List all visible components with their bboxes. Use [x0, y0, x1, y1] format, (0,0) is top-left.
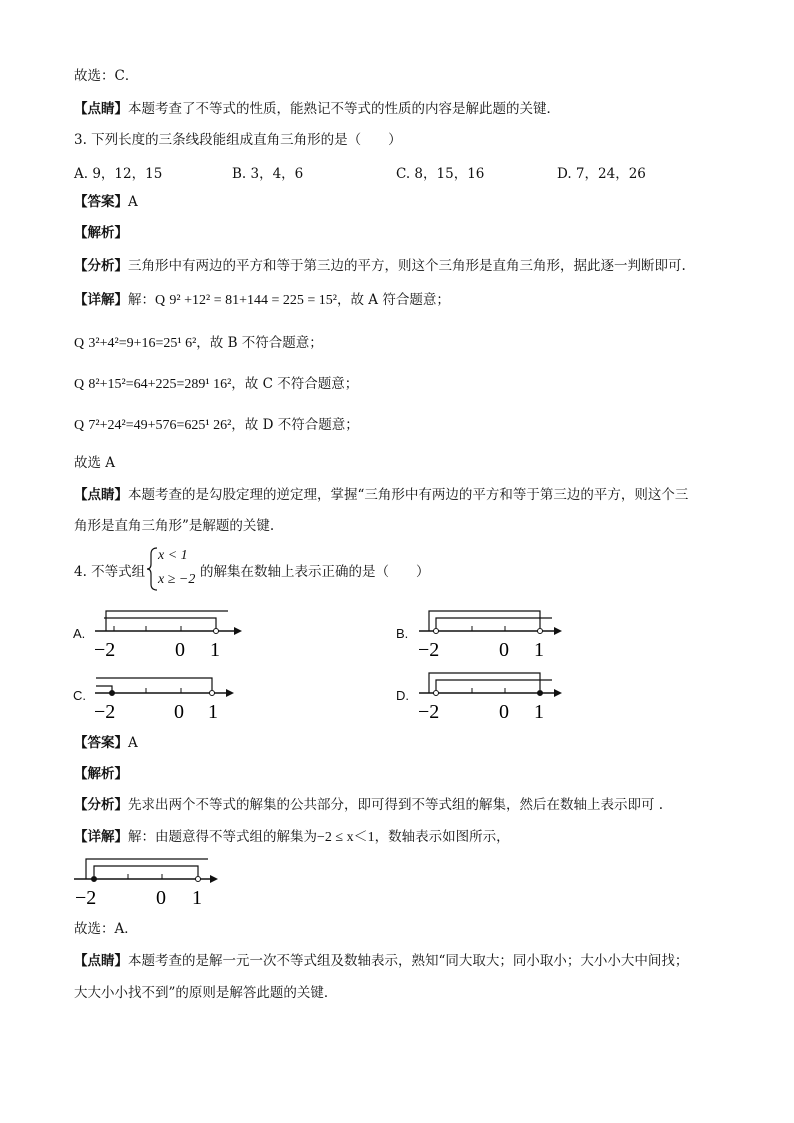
- tick-label-0: 0: [156, 887, 166, 908]
- xiangjie-tag: 【详解】: [74, 292, 128, 308]
- q3-option-d: D. 7，24，26: [557, 166, 646, 182]
- tick-label-0: 0: [174, 701, 184, 722]
- xiangjie-pre: 解：: [128, 292, 155, 308]
- q3-stem: 3. 下列长度的三条线段能组成直角三角形的是（ ）: [74, 132, 402, 148]
- xiangjie-tag: 【详解】: [74, 829, 128, 845]
- xiangjie-post: ，数轴表示如图所示，: [374, 829, 510, 845]
- fenxi-tag: 【分析】: [74, 797, 128, 813]
- q3-fenxi: [74, 257, 686, 275]
- system-eq-1: x < 1: [158, 548, 188, 563]
- math-expression: −2 ≤ x＜1: [317, 830, 375, 845]
- tick-label-1: 1: [210, 639, 220, 660]
- tick-label-neg2: −2: [418, 701, 440, 722]
- q3-answer: [74, 193, 138, 211]
- tick-label-0: 0: [175, 639, 185, 660]
- xiangjie-post: ，故 A 符合题意；: [337, 292, 450, 308]
- number-line-d: [412, 666, 572, 722]
- answer-value: A: [128, 735, 138, 751]
- q4-option-c-letter: C.: [73, 688, 86, 703]
- system-eq-2: x ≥ −2: [158, 572, 196, 587]
- dianjing-tag: 【点睛】: [74, 101, 128, 117]
- dianjing-text: 本题考查的是解一元一次不等式组及数轴表示，熟知“同大取大；同小取小；大小小大中间找；: [128, 953, 689, 969]
- q4-stem-post: 的解集在数轴上表示正确的是（ ）: [200, 564, 430, 580]
- q4-fenxi: [74, 796, 663, 814]
- dianjing-tag: 【点睛】: [74, 487, 128, 503]
- q3-conclusion: 故选 A: [74, 455, 116, 471]
- number-line-a: [88, 604, 248, 660]
- tick-label-1: 1: [192, 887, 202, 908]
- q3-option-c: C. 8，15，16: [396, 166, 485, 182]
- tick-label-neg2: −2: [94, 701, 116, 722]
- because-symbol: Q: [74, 336, 85, 351]
- because-symbol: Q: [74, 418, 85, 433]
- number-line-c: [88, 666, 248, 722]
- q4-jiexi: [74, 765, 128, 783]
- xiangjie-post: ，故 D 不符合题意；: [231, 417, 359, 433]
- math-expression: 8²+15²=64+225=289¹ 16²: [88, 377, 232, 392]
- answer-tag: 【答案】: [74, 735, 128, 751]
- number-line-b: [412, 604, 572, 660]
- dianjing-tag: 【点睛】: [74, 953, 128, 969]
- q4-dianjing-1: [74, 952, 688, 970]
- q3-option-b: B. 3，4，6: [232, 166, 304, 182]
- q4-option-a-letter: A.: [73, 626, 86, 641]
- q4-answer: [74, 734, 138, 752]
- tick-label-1: 1: [534, 701, 544, 722]
- q3-dianjing-2: 角形是直角三角形”是解题的关键.: [74, 518, 275, 534]
- tick-label-1: 1: [208, 701, 218, 722]
- q4-dianjing-2: 大大小小找不到”的原则是解答此题的关键．: [74, 985, 338, 1001]
- jiexi-tag: 【解析】: [74, 225, 128, 241]
- q4-stem-pre: 4. 不等式组: [74, 564, 146, 580]
- because-symbol: Q: [74, 377, 85, 392]
- math-expression: 3²+4²=9+16=25¹ 6²: [88, 336, 197, 351]
- fenxi-text: 先求出两个不等式的解集的公共部分，即可得到不等式组的解集，然后在数轴上表示即可 .: [128, 797, 664, 813]
- answer-tag: 【答案】: [74, 194, 128, 210]
- q4-option-b-letter: B.: [396, 626, 409, 641]
- q3-jiexi: [74, 224, 128, 242]
- jiexi-tag: 【解析】: [74, 766, 128, 782]
- dianjing-text: 本题考查了不等式的性质，能熟记不等式的性质的内容是解此题的关键．: [128, 101, 560, 117]
- tick-label-0: 0: [499, 701, 509, 722]
- q3-xiangjie-d: [74, 416, 359, 435]
- prev-conclusion: 故选：C．: [74, 68, 139, 84]
- xiangjie-post: ，故 C 不符合题意；: [231, 376, 359, 392]
- fenxi-tag: 【分析】: [74, 258, 128, 274]
- tick-label-neg2: −2: [418, 639, 440, 660]
- q3-xiangjie-b: [74, 334, 323, 353]
- q4-xiangjie: [74, 828, 510, 847]
- tick-label-neg2: −2: [75, 887, 97, 908]
- tick-label-0: 0: [499, 639, 509, 660]
- q3-xiangjie-a: [74, 291, 450, 310]
- fenxi-text: 三角形中有两边的平方和等于第三边的平方，则这个三角形是直角三角形，据此逐一判断即可.: [128, 258, 686, 274]
- math-expression: 7²+24²=49+576=625¹ 26²: [88, 418, 232, 433]
- answer-value: A: [128, 194, 138, 210]
- because-symbol: Q: [155, 293, 166, 308]
- tick-label-neg2: −2: [94, 639, 116, 660]
- q3-xiangjie-c: [74, 375, 358, 394]
- number-line-solution: [72, 852, 232, 908]
- q3-option-a: A. 9，12，15: [74, 166, 163, 182]
- prev-dianjing: [74, 100, 560, 118]
- q4-option-d-letter: D.: [396, 688, 409, 703]
- tick-label-1: 1: [534, 639, 544, 660]
- q3-dianjing-1: [74, 486, 688, 504]
- math-expression: 9² +12² = 81+144 = 225 = 15²: [169, 293, 337, 308]
- xiangjie-pre: 解：由题意得不等式组的解集为: [128, 829, 317, 845]
- dianjing-text: 本题考查的是勾股定理的逆定理，掌握“三角形中有两边的平方和等于第三边的平方，则这个三: [128, 487, 689, 503]
- xiangjie-post: ，故 B 不符合题意；: [196, 335, 323, 351]
- q4-conclusion: 故选：A．: [74, 921, 138, 937]
